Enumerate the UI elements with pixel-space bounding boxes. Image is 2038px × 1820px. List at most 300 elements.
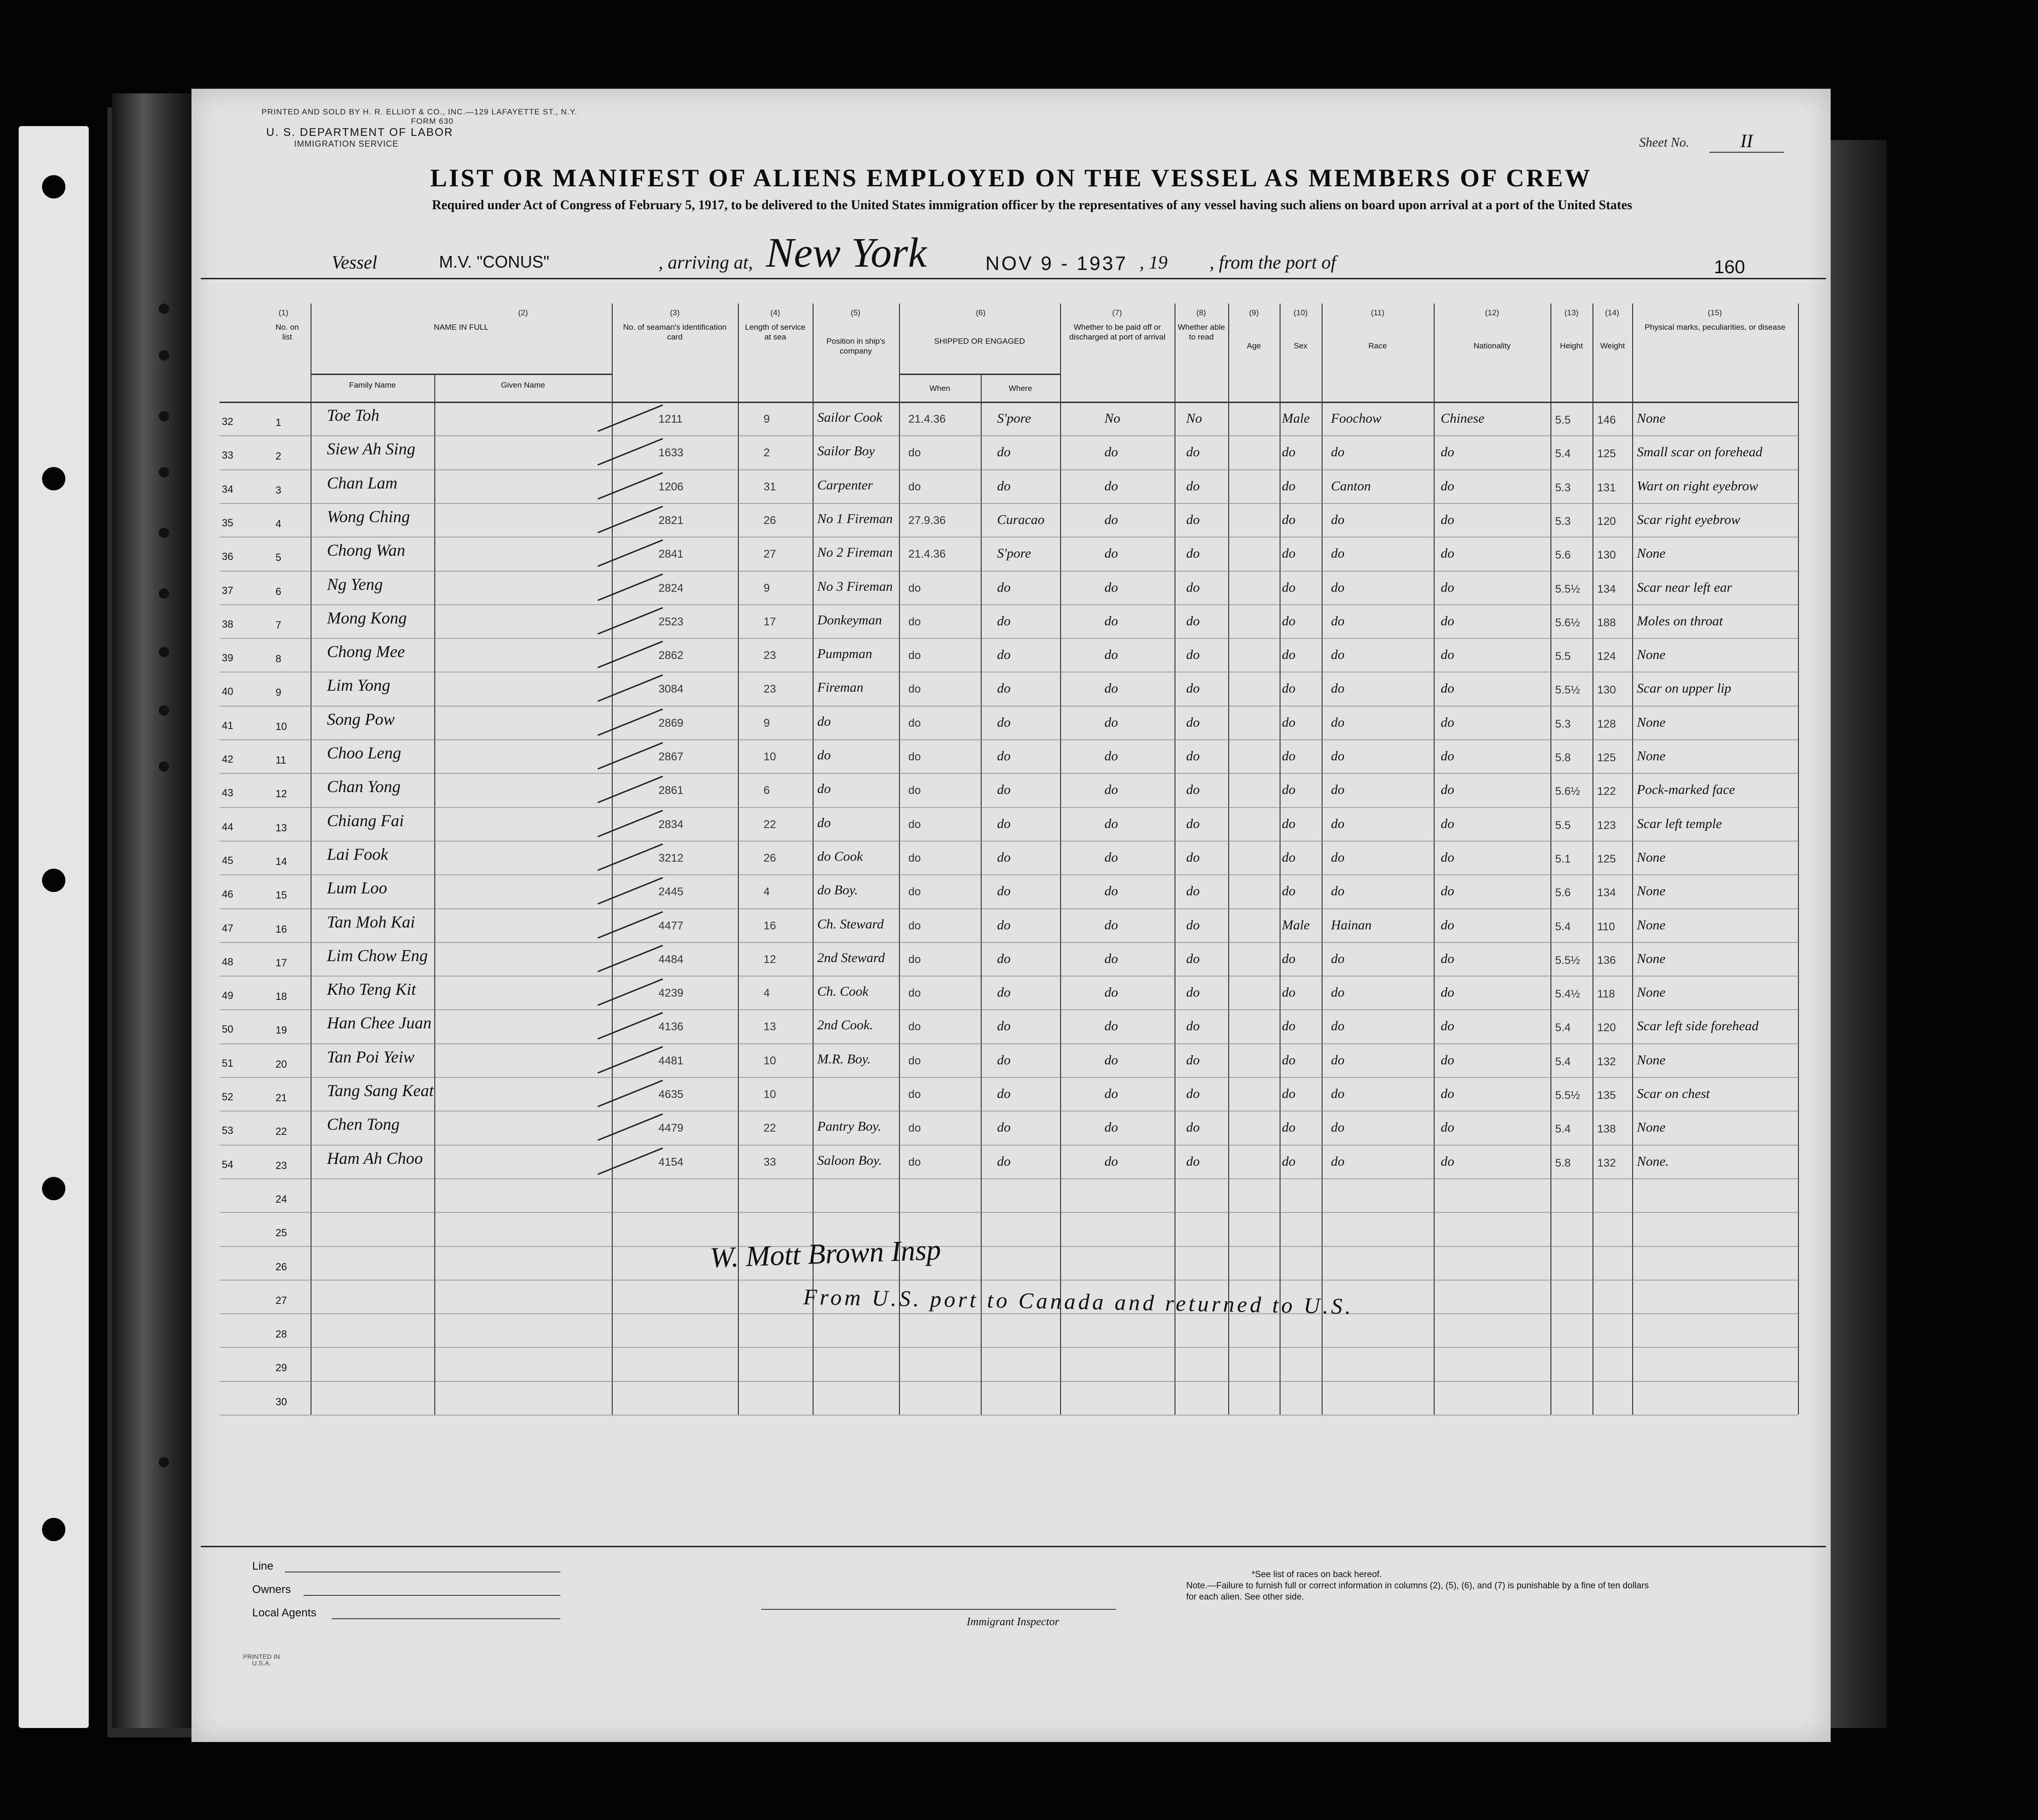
nationality: do xyxy=(1441,647,1454,663)
line-number: 27 xyxy=(276,1294,287,1306)
sex: do xyxy=(1282,1120,1295,1135)
row-rule xyxy=(219,435,1798,436)
nationality: do xyxy=(1441,715,1454,730)
row-rule xyxy=(219,841,1798,842)
service-years: 27 xyxy=(764,548,776,561)
row-rule xyxy=(219,1043,1798,1044)
margin-number: 51 xyxy=(222,1057,234,1069)
row-rule xyxy=(219,469,1798,470)
sex: do xyxy=(1282,749,1295,764)
header-length-service: Length of service at sea xyxy=(745,323,806,341)
weight: 110 xyxy=(1597,920,1615,933)
nationality: do xyxy=(1441,1052,1454,1068)
margin-number: 42 xyxy=(222,753,234,765)
margin-number: 38 xyxy=(222,618,234,630)
physical-marks: None xyxy=(1637,715,1666,730)
margin-number: 35 xyxy=(222,517,234,529)
shipped-when: 27.9.36 xyxy=(908,514,946,527)
position: do xyxy=(817,714,831,729)
card-tick-mark xyxy=(597,607,663,635)
margin-number: 50 xyxy=(222,1023,234,1035)
weight: 118 xyxy=(1597,988,1615,1001)
shipped-when: do xyxy=(908,683,921,696)
sex: do xyxy=(1282,816,1295,831)
column-number: (15) xyxy=(1707,308,1722,317)
row-rule xyxy=(219,1347,1798,1348)
physical-marks: None xyxy=(1637,985,1666,1000)
physical-marks: None xyxy=(1637,1052,1666,1068)
shipped-when: 21.4.36 xyxy=(908,548,946,561)
column-number: (11) xyxy=(1371,308,1385,317)
id-card-number: 2867 xyxy=(658,751,684,763)
sex: do xyxy=(1282,580,1295,595)
shipped-when: do xyxy=(908,1122,921,1135)
line-number: 30 xyxy=(276,1395,287,1408)
column-divider xyxy=(1434,304,1435,1415)
margin-number: 49 xyxy=(222,990,234,1002)
id-card-number: 4484 xyxy=(658,953,684,966)
paid-off: do xyxy=(1104,951,1118,966)
margin-number: 34 xyxy=(222,483,234,495)
service-years: 22 xyxy=(764,818,776,831)
binding-rivet xyxy=(159,761,169,772)
service-years: 9 xyxy=(764,716,770,729)
department: U. S. DEPARTMENT OF LABOR xyxy=(266,126,453,139)
line-number: 23 xyxy=(276,1159,287,1171)
able-to-read: do xyxy=(1186,917,1200,933)
card-tick-mark xyxy=(597,1012,663,1040)
physical-marks: None xyxy=(1637,546,1666,561)
height: 5.4½ xyxy=(1555,988,1580,1001)
card-tick-mark xyxy=(597,978,663,1006)
card-tick-mark xyxy=(597,877,663,905)
arriving-label: , arriving at, xyxy=(658,252,753,273)
paid-off: do xyxy=(1104,512,1118,527)
shipped-when: do xyxy=(908,851,921,864)
row-rule xyxy=(219,942,1798,943)
card-tick-mark xyxy=(597,708,663,736)
document-subtitle: Required under Act of Congress of February 5, 1917, to be delivered to the United States immigration officer by the representatives of any vessel having such aliens on board upon arrival at a port of the United States xyxy=(432,198,1632,212)
shipped-when: do xyxy=(908,581,921,595)
year-label: , 19 xyxy=(1139,252,1168,273)
margin-number: 47 xyxy=(222,922,234,934)
crew-name: Chen Tong xyxy=(327,1115,400,1134)
race: do xyxy=(1331,512,1345,527)
shipped-where: do xyxy=(997,884,1011,899)
line-number: 7 xyxy=(276,619,282,631)
height: 5.3 xyxy=(1555,481,1571,494)
crew-name: Lum Loo xyxy=(327,878,388,898)
line-number: 18 xyxy=(276,991,287,1003)
shipped-when: do xyxy=(908,784,921,797)
binding-rivet xyxy=(159,588,169,599)
physical-marks: None xyxy=(1637,1120,1666,1135)
shipped-when: do xyxy=(908,953,921,966)
line-number: 19 xyxy=(276,1024,287,1036)
crew-name: Choo Leng xyxy=(327,744,402,762)
column-divider xyxy=(434,374,435,1415)
header-nationality: Nationality xyxy=(1473,341,1511,350)
weight: 122 xyxy=(1597,785,1616,798)
card-tick-mark xyxy=(597,1046,663,1074)
able-to-read: do xyxy=(1186,512,1200,527)
shipped-when: do xyxy=(908,649,921,662)
height: 5.3 xyxy=(1555,717,1571,730)
header-family-name: Family Name xyxy=(349,381,396,389)
line-number: 20 xyxy=(276,1058,287,1070)
row-rule xyxy=(219,1381,1798,1382)
header-when: When xyxy=(929,384,950,393)
row-rule xyxy=(219,604,1798,605)
height: 5.6 xyxy=(1555,549,1571,562)
crew-name: Chan Lam xyxy=(327,473,398,492)
crew-name: Chiang Fai xyxy=(327,811,404,830)
column-divider xyxy=(1798,304,1799,1415)
owners-rule xyxy=(304,1595,560,1596)
margin-number: 39 xyxy=(222,652,234,664)
height: 5.5 xyxy=(1555,414,1571,426)
column-number: (13) xyxy=(1564,308,1579,317)
margin-number: 48 xyxy=(222,956,234,968)
header-no-on-list: No. on list xyxy=(275,323,299,341)
service-years: 26 xyxy=(764,514,776,527)
crew-name: Tan Moh Kai xyxy=(327,912,415,931)
height: 5.4 xyxy=(1555,920,1571,933)
nationality: do xyxy=(1441,478,1454,494)
nationality: do xyxy=(1441,782,1454,798)
able-to-read: do xyxy=(1186,1154,1200,1169)
weight: 130 xyxy=(1597,549,1616,562)
shipped-when: do xyxy=(908,818,921,831)
shipped-where: do xyxy=(997,478,1011,494)
row-rule xyxy=(219,976,1798,977)
races-note: *See list of races on back hereof. xyxy=(1252,1570,1382,1579)
paid-off: do xyxy=(1104,445,1118,460)
row-rule xyxy=(219,1111,1798,1112)
position: Fireman xyxy=(817,680,863,695)
id-card-number: 4239 xyxy=(658,987,684,1000)
position: M.R. Boy. xyxy=(817,1051,871,1067)
shipped-where: do xyxy=(997,1019,1011,1034)
weight: 125 xyxy=(1597,447,1616,460)
printer-credit: PRINTED AND SOLD BY H. R. ELLIOT & CO., INC.—129 LAFAYETTE ST., N.Y. xyxy=(262,107,578,116)
nationality: do xyxy=(1441,546,1454,561)
column-number: (14) xyxy=(1605,308,1620,317)
inspector-signature: W. Mott Brown Insp xyxy=(709,1234,941,1274)
able-to-read: do xyxy=(1186,951,1200,966)
weight: 146 xyxy=(1597,414,1616,426)
physical-marks: None xyxy=(1637,850,1666,865)
header-bottom-rule xyxy=(219,402,1798,403)
paid-off: do xyxy=(1104,1154,1118,1169)
nationality: do xyxy=(1441,1120,1454,1135)
punch-hole xyxy=(42,869,65,892)
weight: 120 xyxy=(1597,1021,1616,1034)
race: do xyxy=(1331,681,1345,696)
row-rule xyxy=(219,706,1798,707)
margin-number: 33 xyxy=(222,449,234,461)
vessel-line xyxy=(191,230,1831,276)
physical-marks: Scar left temple xyxy=(1637,816,1722,831)
crew-name: Mong Kong xyxy=(327,608,407,627)
line-number: 8 xyxy=(276,653,282,665)
vessel-label: Vessel xyxy=(332,252,377,273)
footer-rule xyxy=(201,1546,1826,1547)
weight: 131 xyxy=(1597,481,1616,494)
line-number: 21 xyxy=(276,1092,287,1104)
crew-name: Wong Ching xyxy=(327,507,410,526)
weight: 132 xyxy=(1597,1055,1616,1068)
punched-strip xyxy=(19,126,89,1728)
weight: 138 xyxy=(1597,1123,1616,1136)
card-tick-mark xyxy=(597,945,663,972)
header-name-in-full: NAME IN FULL xyxy=(433,323,489,332)
paid-off: do xyxy=(1104,985,1118,1000)
shipped-when: do xyxy=(908,1020,921,1034)
shipped-when: do xyxy=(908,885,921,899)
height: 5.4 xyxy=(1555,1055,1571,1068)
column-divider xyxy=(1632,304,1633,1415)
service-years: 10 xyxy=(764,1088,776,1101)
able-to-read: do xyxy=(1186,715,1200,730)
race: Hainan xyxy=(1331,917,1372,933)
right-shadow-edge xyxy=(1831,140,1887,1728)
shipped-where: do xyxy=(997,613,1011,629)
row-rule xyxy=(219,807,1798,808)
paid-off: do xyxy=(1104,850,1118,865)
row-rule xyxy=(219,672,1798,673)
service-years: 12 xyxy=(764,953,776,966)
race: do xyxy=(1331,951,1345,966)
vessel-name: M.V. "CONUS" xyxy=(439,252,550,271)
punch-hole xyxy=(42,1177,65,1200)
sex: do xyxy=(1282,1154,1295,1169)
physical-marks: Pock-marked face xyxy=(1637,782,1735,798)
crew-name: Ng Yeng xyxy=(327,574,383,594)
sex: do xyxy=(1282,512,1295,527)
height: 5.6 xyxy=(1555,886,1571,899)
position: Pantry Boy. xyxy=(817,1119,881,1134)
able-to-read: do xyxy=(1186,749,1200,764)
paid-off: do xyxy=(1104,749,1118,764)
line-number: 6 xyxy=(276,585,282,597)
paid-off: do xyxy=(1104,613,1118,629)
line-number: 13 xyxy=(276,821,287,834)
able-to-read: No xyxy=(1186,411,1202,426)
shipped-where: do xyxy=(997,580,1011,595)
able-to-read: do xyxy=(1186,985,1200,1000)
row-rule xyxy=(219,1145,1798,1146)
arriving-port: New York xyxy=(766,230,927,276)
date-stamp: NOV 9 - 1937 xyxy=(985,252,1128,274)
line-number: 2 xyxy=(276,450,282,462)
id-card-number: 3212 xyxy=(658,851,684,864)
id-card-number: 2841 xyxy=(658,548,684,561)
crew-name: Chong Wan xyxy=(327,541,405,560)
sex: do xyxy=(1282,850,1295,865)
height: 5.5½ xyxy=(1555,954,1580,967)
height: 5.8 xyxy=(1555,1156,1571,1169)
row-rule xyxy=(219,1009,1798,1010)
weight: 120 xyxy=(1597,515,1616,528)
race: do xyxy=(1331,580,1345,595)
header-paid-off: Whether to be paid off or discharged at port of arrival xyxy=(1069,323,1166,341)
physical-marks: Moles on throat xyxy=(1637,613,1723,629)
column-number: (5) xyxy=(850,308,861,317)
column-divider xyxy=(1228,304,1229,1415)
nationality: do xyxy=(1441,613,1454,629)
position: do Boy. xyxy=(817,883,858,898)
weight: 130 xyxy=(1597,684,1616,697)
column-divider xyxy=(1592,304,1593,1415)
id-card-number: 4481 xyxy=(658,1054,684,1067)
column-number: (8) xyxy=(1196,308,1206,317)
card-tick-mark xyxy=(597,742,663,770)
card-tick-mark xyxy=(597,438,663,466)
id-card-number: 2445 xyxy=(658,885,684,899)
nationality: do xyxy=(1441,951,1454,966)
card-tick-mark xyxy=(597,1080,663,1107)
shipped-where: do xyxy=(997,816,1011,831)
height: 5.1 xyxy=(1555,852,1571,865)
service-years: 31 xyxy=(764,480,776,493)
header-sex: Sex xyxy=(1294,341,1308,350)
line-number: 25 xyxy=(276,1227,287,1239)
row-rule xyxy=(219,638,1798,639)
nationality: do xyxy=(1441,749,1454,764)
manifest-sheet xyxy=(191,89,1831,1742)
row-rule xyxy=(219,1246,1798,1247)
height: 5.4 xyxy=(1555,1123,1571,1136)
position: Sailor Cook xyxy=(817,410,883,425)
shipped-where: do xyxy=(997,681,1011,696)
weight: 134 xyxy=(1597,582,1616,595)
physical-marks: None xyxy=(1637,951,1666,966)
id-card-number: 2869 xyxy=(658,716,684,729)
race: do xyxy=(1331,445,1345,460)
id-card-number: 4479 xyxy=(658,1122,684,1135)
shipped-where: S'pore xyxy=(997,546,1031,561)
able-to-read: do xyxy=(1186,546,1200,561)
position: Donkeyman xyxy=(817,612,882,628)
able-to-read: do xyxy=(1186,782,1200,798)
position: Ch. Cook xyxy=(817,984,869,999)
race: do xyxy=(1331,884,1345,899)
printer-mark: PRINTED IN U.S.A. xyxy=(243,1653,280,1667)
document-title: LIST OR MANIFEST OF ALIENS EMPLOYED ON THE VESSEL AS MEMBERS OF CREW xyxy=(430,164,1592,192)
voyage-remark: From U.S. port to Canada and returned to U.S. xyxy=(803,1284,1354,1319)
race: do xyxy=(1331,985,1345,1000)
able-to-read: do xyxy=(1186,850,1200,865)
race: do xyxy=(1331,1052,1345,1068)
weight: 123 xyxy=(1597,819,1616,832)
line-number: 10 xyxy=(276,720,287,732)
shipped-where: S'pore xyxy=(997,411,1031,426)
sex: do xyxy=(1282,985,1295,1000)
header-age: Age xyxy=(1246,341,1261,350)
binding-rivet xyxy=(159,1457,169,1467)
paid-off: do xyxy=(1104,681,1118,696)
race: Canton xyxy=(1331,478,1371,494)
crew-name: Lai Fook xyxy=(327,844,388,864)
card-tick-mark xyxy=(597,506,663,533)
crew-name: Ham Ah Choo xyxy=(327,1148,423,1168)
height: 5.5 xyxy=(1555,650,1571,663)
position: do xyxy=(817,781,831,797)
crew-name: Kho Teng Kit xyxy=(327,980,416,999)
column-number: (10) xyxy=(1293,308,1308,317)
column-number: (2) xyxy=(518,308,528,317)
line-number: 3 xyxy=(276,484,282,496)
inspector-rule xyxy=(761,1609,1116,1610)
shipped-when: do xyxy=(908,987,921,1000)
margin-number: 45 xyxy=(222,854,234,866)
column-number: (7) xyxy=(1112,308,1122,317)
margin-number: 32 xyxy=(222,416,234,427)
line-number: 11 xyxy=(276,754,286,766)
weight: 188 xyxy=(1597,616,1616,629)
sex: do xyxy=(1282,478,1295,494)
card-tick-mark xyxy=(597,674,663,702)
id-card-number: 1206 xyxy=(658,480,684,493)
shipped-where: do xyxy=(997,749,1011,764)
weight: 136 xyxy=(1597,954,1616,967)
race: do xyxy=(1331,782,1345,798)
sheet-number-label: Sheet No. xyxy=(1639,135,1690,150)
shipped-where: do xyxy=(997,1052,1011,1068)
binding-rivet xyxy=(159,411,169,421)
header-shipped-engaged: SHIPPED OR ENGAGED xyxy=(934,337,1025,346)
line-number: 17 xyxy=(276,956,287,969)
from-port-label: , from the port of xyxy=(1210,252,1336,273)
able-to-read: do xyxy=(1186,613,1200,629)
row-rule xyxy=(219,1077,1798,1078)
shipped-where: do xyxy=(997,917,1011,933)
line-number: 22 xyxy=(276,1126,287,1138)
crew-name: Chong Mee xyxy=(327,642,405,661)
local-agents-rule xyxy=(332,1618,560,1619)
local-agents-label: Local Agents xyxy=(252,1607,317,1619)
service-years: 17 xyxy=(764,615,776,628)
position: do xyxy=(817,748,831,763)
shipped-when: do xyxy=(908,1054,921,1067)
position: Saloon Boy. xyxy=(817,1153,882,1168)
physical-marks: Scar on chest xyxy=(1637,1086,1710,1101)
shipped-where: do xyxy=(997,985,1011,1000)
id-card-number: 2862 xyxy=(658,649,684,662)
service-years: 10 xyxy=(764,751,776,763)
nationality: do xyxy=(1441,816,1454,831)
line-number: 4 xyxy=(276,517,282,530)
service-years: 4 xyxy=(764,885,770,899)
able-to-read: do xyxy=(1186,816,1200,831)
crew-name: Toe Toh xyxy=(327,406,380,425)
binding-rivet xyxy=(159,467,169,477)
physical-marks: Scar left side forehead xyxy=(1637,1019,1759,1034)
shipped-when: do xyxy=(908,919,921,932)
column-divider xyxy=(1280,304,1281,1415)
height: 5.8 xyxy=(1555,751,1571,764)
id-card-number: 1633 xyxy=(658,446,684,460)
punch-hole xyxy=(42,175,65,198)
column-number: (12) xyxy=(1485,308,1500,317)
column-divider xyxy=(1322,304,1323,1415)
header-able-read: Whether able to read xyxy=(1177,323,1225,341)
inspector-label: Immigrant Inspector xyxy=(967,1616,1059,1628)
service-years: 10 xyxy=(764,1054,776,1067)
weight: 125 xyxy=(1597,852,1616,865)
margin-number: 43 xyxy=(222,787,234,799)
